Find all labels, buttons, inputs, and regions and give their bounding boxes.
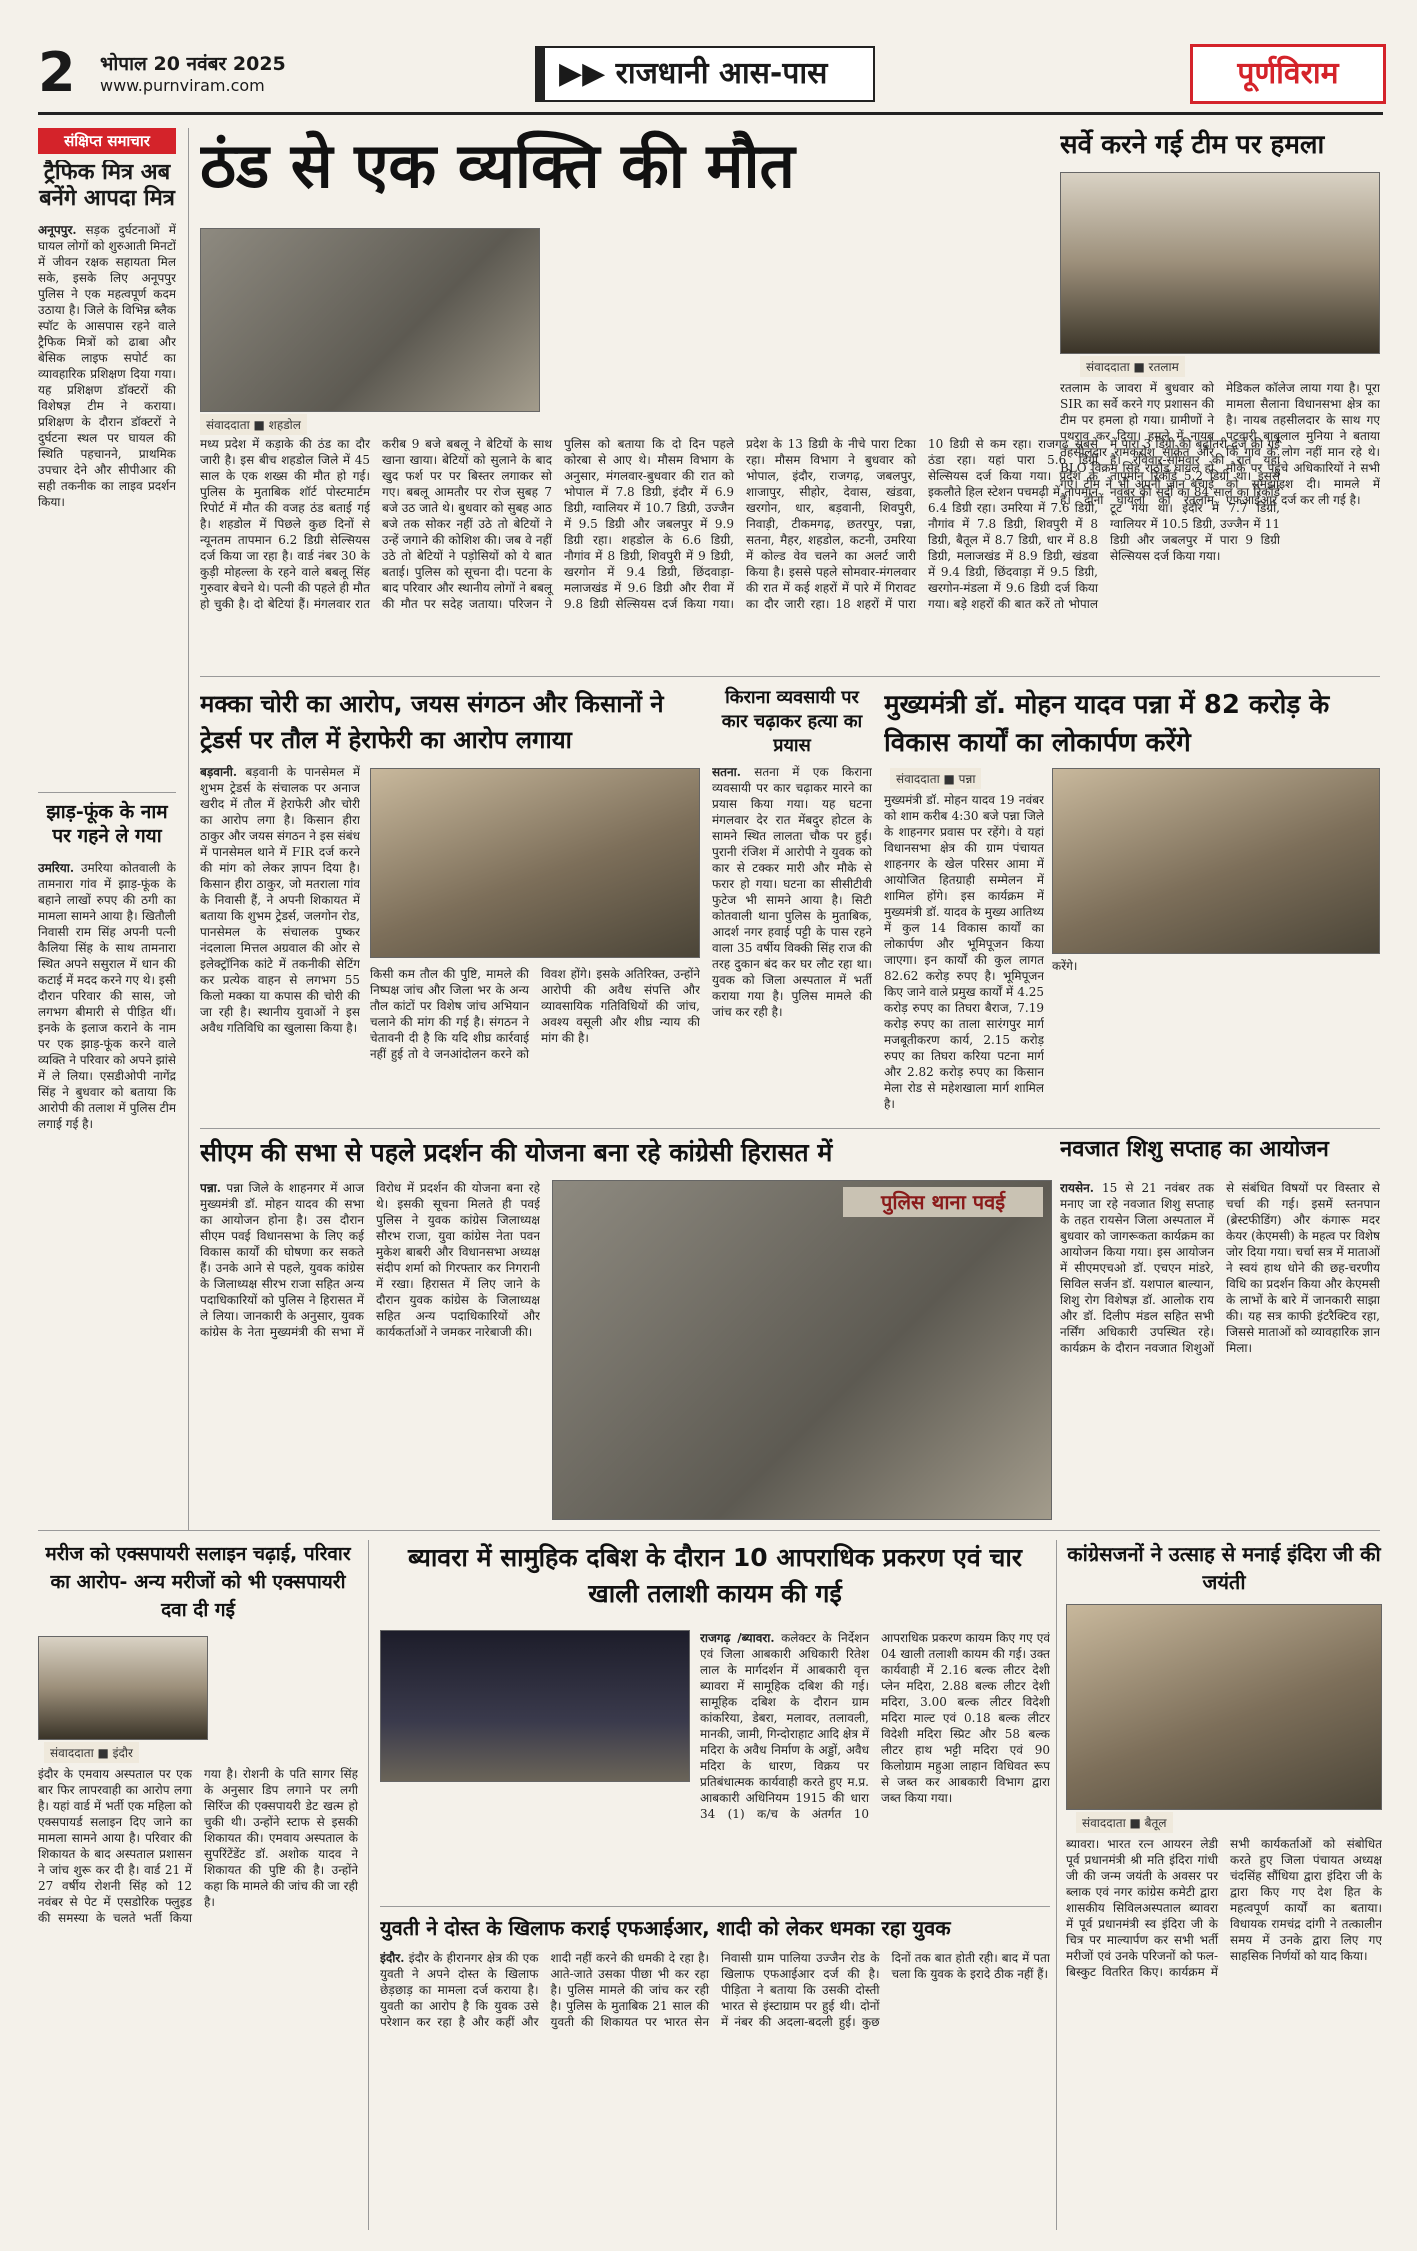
cm-story-body: मुख्यमंत्री डॉ. मोहन यादव 19 नवंबर को शाम करीब 4:30 बजे पन्ना जिले के शाहनगर प्रवास पर रहेंगे। वे यहां विधानसभा क्षेत्र की ग्राम पंचायत शाहनगर के खेल परिसर आमा में आयोजित हितग्राही सम्मेलन में शामिल होंगे। इस कार्यक्रम में मुख्यमंत्री डॉ. यादव के मुख्य आतिथ्य में कुल 14 विकास कार्यों का लोकार्पण और भूमिपूजन किया जाएगा। इन कार्यों की कुल लागत 82.62 करोड़ रुपए है। भूमिपूजन किए जाने वाले प्रमुख कार्यों में 4.25 करोड़ रुपए का तिघरा बैराज, 7.19 करोड़ रुपए का ताला सारंगपुर मार्ग मजबूतीकरण कार्य, 2.15 करोड़ रुपए का तिघरा करिया पटना मार्ग और 2.82 करोड़ रुपए का किसान मेला रोड से महेशखाला मार्ग शामिल है। [884, 793, 1044, 1111]
shop-story-body [200, 764, 360, 1120]
lead-story-body: मध्य प्रदेश में कड़ाके की ठंड का दौर जारी है। इस बीच शहडोल जिले में 45 साल के एक शख्स की मौत हो गई। पुलिस के मुताबिक शॉर्ट पोस्टमार्टम रिपोर्ट में मौत की वजह ठंड बताई गई है। शहडोल में पिछले कुछ दिनों से न्यूनतम तापमान 6.2 डिग्री सेल्सियस दर्ज किया जा रहा है। वार्ड नंबर 30 के कुड़ी मोहल्ला के रहने वाले बबलू सिंह गुरुवार बेचने थे। पत्नी की पहले ही मौत हो चुकी है। दो बेटियां हैं। मंगलवार रात करीब 9 बजे बबलू ने बेटियों के साथ खाना खाया। बेटियों को सुलाने के बाद खुद फर्श पर पर बिस्तर लगाकर सो गए। बबलू आमतौर पर रोज सुबह 7 बजे उठ जाते थे। बुधवार को सुबह आठ बजे तक सोकर नहीं उठे तो बेटियों ने उन्हें जगाने की कोशिश की। जब वे नहीं उठे तो बेटियों ने पड़ोसियों को ये बात बताई। पुलिस को सूचना दी। पटना के बाद परिवार और स्थानीय लोगों ने बबलू की मौत पर सदेह जताया। परिजन ने पुलिस को बताया कि दो दिन पहले कोरबा से आए थे। मौसम विभाग के अनुसार, मंगलवार-बुधवार की रात को भोपाल में 7.8 डिग्री, इंदौर में 6.9 डिग्री, ग्वालियर में 10.7 डिग्री, उज्जैन में 9.5 डिग्री और जबलपुर में 9.9 डिग्री रहा। शहडोल के 6.6 डिग्री, नौगांव में 8 डिग्री, शिवपुरी में 9 डिग्री, खरगोन में 9.4 डिग्री, छिंदवाड़ा-मलाजखंड में 9.6 डिग्री और रीवा में 9.8 डिग्री सेल्सियस दर्ज किया गया। प्रदेश के 13 डिग्री के नीचे पारा टिका रहा। मौसम विभाग ने बुधवार को भोपाल, इंदौर, राजगढ़, जबलपुर, शाजापुर, सीहोर, देवास, खंडवा, खरगोन, धार, बड़वानी, शिवपुरी, निवाड़ी, टीकमगढ़, छतरपुर, पन्ना, सतना, मैहर, शहडोल, कटनी, उमरिया में कोल्ड वेव चलने का अलर्ट जारी किया है। इससे पहले सोमवार-मंगलवार की रात में कई शहरों में पारे में गिरावट का दौर जारी रहा। 18 शहरों में पारा 10 डिग्री से कम रहा। राजगढ़ सबसे ठंडा रहा। यहां पारा 5.6 डिग्री सेल्सियस दर्ज किया गया। प्रदेश के इकलौते हिल स्टेशन पचमढ़ी में तापमान 6.4 डिग्री रहा। उमरिया में 7.6 डिग्री, नौगांव में 7.8 डिग्री, शिवपुरी में 8 डिग्री, बैतूल में 8.7 डिग्री, धार में 8.8 डिग्री, मलाजखंड में 8.9 डिग्री, खंडवा में 9.4 डिग्री, छिंदवाड़ा में 9.5 डिग्री, खरगोन-मंडला में 9.6 डिग्री दर्ज किया गया। बड़े शहरों की बात करें तो भोपाल में पारा 3 डिग्री की बढ़ोतरी दर्ज की गई है। रविवार-सोमवार की रात यहां तापमान रिकॉर्ड 5.2 डिग्री था। इससे नवंबर की सर्दी का 84 साल का रिकॉर्ड टूट गया था। इंदौर में 7.7 डिग्री, ग्वालियर में 10.5 डिग्री, उज्जैन में 11 डिग्री और जबलपुर में पारा 9 डिग्री सेल्सियस दर्ज किया गया। [200, 437, 1280, 611]
shop-headline: मक्का चोरी का आरोप, जयस संगठन और किसानों ने ट्रेडर्स पर तौल में हेराफेरी का आरोप लगाया [200, 690, 664, 754]
newborn-story-body [1060, 1180, 1380, 1520]
byawara-story-text: कलेक्टर के निर्देशन एवं जिला आबकारी अधिकारी रितेश लाल के मार्गदर्शन में आबकारी वृत्त ब्यावरा में सामूहिक दबिश की गई। सामूहिक दबिश के दौरान ग्राम कांकरिया, डेबरा, मलावर, तलावली, मानकी, जामी, गिन्दोराहाट आदि क्षेत्र में मदिरा के अवैध निर्माण के अड्डों, अवैध मदिरा के धारण, विक्रय पर प्रतिबंधात्मक कार्यवाही करते हुए म.प्र. आबकारी अधिनियम 1915 की धारा 34 (1) क/च के अंतर्गत 10 आपराधिक प्रकरण कायम किए गए एवं 04 खाली तलाशी कायम की गई। उक्त कार्यवाही में 2.16 बल्क लीटर देशी प्लेन मदिरा, 2.88 बल्क लीटर देशी मदिरा, 3.00 बल्क लीटर विदेशी मदिरा माल्ट एवं 0.18 बल्क लीटर विदेशी मदिरा स्प्रिट और 58 बल्क लीटर हाथ भट्टी मदिरा एवं 90 किलोग्राम महुआ लाहान विधिवत रूप से जब्त कर आबकारी विभाग द्वारा जब्त किया गया। [700, 1631, 1050, 1821]
sidebar-story-body [38, 222, 176, 782]
section-title [535, 46, 875, 102]
patient-headline: मरीज को एक्सपायरी सलाइन चढ़ाई, परिवार का आरोप- अन्य मरीजों को भी एक्सपायरी दवा दी गई [45, 1543, 351, 1621]
row-divider-3 [38, 1530, 1380, 1531]
indira-credit: संवाददाता ■ बैतूल [1076, 1812, 1173, 1833]
patient-photo [38, 1636, 208, 1740]
sidebar-dateline: अनूपपुर. [38, 223, 77, 237]
survey-story-body: रतलाम के जावरा में बुधवार को SIR का सर्वे करने गए प्रशासन की टीम पर हमला हो गया। ग्रामीणों ने पथराव कर दिया। हमले में नायब तहसीलदार रामकरोश साकेत और BLO विक्रम सिंह राठौड़ घायल हो गए। टीम ने भी अपनी जान बचाई है। दोनों घायलों को रतलाम मेडिकल कॉलेज लाया गया है। पूरा मामला सैलाना विधानसभा क्षेत्र का है। नायब तहसीलदार के साथ गए पटवारी बाबूलाल मुनिया ने बताया कि गांव के लोग नहीं मान रहे थे। मौके पर पहुंचे अधिकारियों ने सभी को समझाइश दी। मामले में एफआईआर दर्ज कर ली गई है। [1060, 381, 1380, 507]
fir-story-text: इंदौर के हीरानगर क्षेत्र की एक युवती ने अपने दोस्त के खिलाफ छेड़छाड़ का मामला दर्ज कराया है। युवती का आरोप है कि युवक उसे परेशान कर रहा है और कहीं और शादी नहीं करने की धमकी दे रहा है। आते-जाते उसका पीछा भी कर रहा है। पुलिस मामले की जांच कर रही है। पुलिस के मुताबिक 21 साल की युवती की शिकायत पर भारत सेन निवासी ग्राम पालिया उज्जैन रोड के खिलाफ एफआईआर दर्ज की है। पीड़िता ने बताया कि उसकी दोस्ती भारत से इंस्टाग्राम पर हुई थी। दोनों में नंबर की अदला-बदली हुई। कुछ दिनों तक बात होती रही। बाद में पता चला कि युवक के इरादे ठीक नहीं हैं। [380, 1951, 1050, 2029]
sidebar-story-2-body [38, 860, 176, 1520]
patient-credit: संवाददाता ■ इंदौर [44, 1742, 139, 1763]
congress-dateline: पन्ना. [200, 1181, 221, 1195]
survey-credit: संवाददाता ■ रतलाम [1080, 356, 1185, 377]
kirana-dateline: सतना. [712, 765, 741, 779]
indira-headline: कांग्रेसजनों ने उत्साह से मनाई इंदिरा जी की जयंती [1067, 1542, 1381, 1594]
congress-headline: सीएम की सभा से पहले प्रदर्शन की योजना बना रहे कांग्रेसी हिरासत में [200, 1138, 833, 1167]
edition-date: भोपाल 20 नवंबर 2025 [100, 53, 286, 75]
cm-credit: संवाददाता ■ पन्ना [890, 768, 981, 789]
fir-headline: युवती ने दोस्त के खिलाफ कराई एफआईआर, शादी को लेकर धमका रहा युवक [380, 1916, 951, 1940]
fir-dateline: इंदौर. [380, 1951, 405, 1965]
cm-photo [1052, 768, 1380, 954]
lead-credit: संवाददाता ■ शहडोल [200, 414, 307, 435]
shop-story-body-b: किसी कम तौल की पुष्टि, मामले की निष्पक्ष जांच और जिला भर के अन्य तौल कांटों पर विशेष जांच अभियान चलाने की मांग की गई है। संगठन ने चेतावनी दी है कि यदि शीघ्र कार्रवाई नहीं हुई तो वे जनआंदोलन करने को विवश होंगे। इसके अतिरिक्त, उन्होंने आरोपी की अवैध संपत्ति और व्यावसायिक गतिविधियों की जांच, अवश्य वसूली और शीघ्र न्याय की मांग की है। [370, 967, 700, 1061]
kirana-story-body [712, 764, 872, 1120]
column-rule-2 [368, 1540, 369, 2230]
kirana-story-text: सतना में एक किराना व्यवसायी पर कार चढ़ाकर मारने का प्रयास किया गया। यह घटना मंगलवार देर रात मेंबदुर होटल के सामने स्थित लालता चौक पर हुई। पुरानी रंजिश में आरोपी ने युवक को कार से टक्कर मारी और मौके से फरार हो गया। घटना का सीसीटीवी फुटेज भी सामने आया है। सिटी कोतवाली थाना पुलिस के मुताबिक, आदर्श नगर हवाई पट्टी के पास रहने वाला 35 वर्षीय विक्की सिंह राज की तरह दुकान बंद कर घर लौट रहा था। युवक को जिला अस्पताल में भर्ती कराया गया है। पुलिस मामले की जांच कर रही है। [712, 765, 872, 1019]
police-station-sign: पुलिस थाना पवई [843, 1187, 1043, 1217]
shop-story-text: बड़वानी के पानसेमल में शुभम ट्रेडर्स के संचालक पर अनाज खरीद में तौल में हेराफेरी और चोरी का आरोप लगा है। किसान हीरा ठाकुर और जयस संगठन ने इस संबंध में पानसेमल थाने में FIR दर्ज करने की मांग को लेकर ज्ञापन दिया है। किसान हीरा ठाकुर, जो मतराला गांव के निवासी हैं, ने अपनी शिकायत में बताया कि शुभम ट्रेडर्स, जलगोन रोड, पानसेमल के संचालक पुष्कर नंदलाला मित्तल अग्रवाल की ओर से इलेक्ट्रॉनिक कांटे में तकनीकी सेटिंग कर प्रत्येक वाहन से लगभग 55 किलो मक्का या कपास की चोरी की जा रही है। स्थानीय युवाओं ने इस अवैध गतिविधि का खुलासा किया है। [200, 765, 360, 1035]
byawara-dateline: राजगढ़ /ब्यावरा. [700, 1631, 775, 1645]
newborn-story-text: 15 से 21 नवंबर तक मनाए जा रहे नवजात शिशु सप्ताह के तहत रायसेन जिला अस्पताल में बुधवार को जागरूकता कार्यक्रम का आयोजन किया गया। इस आयोजन में सीएमएचओ डॉ. एचएन मांडरे, सिविल सर्जन डॉ. यशपाल बाल्यान, शिशु रोग विशेषज्ञ डॉ. आलोक राय और डॉ. दिलीप मंडल सहित सभी नर्सिंग अधिकारी उपस्थित रहे। कार्यक्रम के दौरान नवजात शिशुओं से संबंधित विषयों पर विस्तार से चर्चा की गई। इसमें स्तनपान (ब्रेस्टफीडिंग) और कंगारू मदर केयर (केएमसी) के महत्व पर विशेष जोर दिया गया। चर्चा सत्र में माताओं ने स्वयं हाथ धोने की छह-चरणीय विधि का प्रदर्शन किया और केएमसी के लाभों के बारे में जानकारी साझा की। यह सत्र काफी इंटरैक्टिव रहा, जिससे माताओं को व्यावहारिक ज्ञान मिला। [1060, 1181, 1380, 1355]
page-number: 2 [38, 42, 76, 104]
indira-story-body: ब्यावरा। भारत रत्न आयरन लेडी पूर्व प्रधानमंत्री श्री मति इंदिरा गांधी जी की जन्म जयंती के अवसर पर ब्लाक एवं नगर कांग्रेस कमेटी द्वारा शासकीय सिविलअस्पताल ब्यावरा में पूर्व प्रधानमंत्री स्व इंदिरा जी के चित्र पर माल्यार्पण कर सभी भर्ती मरीजों एवं उनके परिजनों को फल-बिस्कुट वितरित किए। कार्यक्रम में सभी कार्यकर्ताओं को संबोधित करते हुए जिला पंचायत अध्यक्ष चंदसिंह सौंधिया द्वारा इंदिरा जी के द्वारा किए गए देश हित के महत्वपूर्ण कार्यों का बताया। विधायक रामचंद्र दांगी ने तत्कालीन समय में उनके द्वारा लिए गए साहसिक निर्णयों को याद किया। [1066, 1837, 1382, 1979]
lead-photo [200, 228, 540, 412]
column-rule-3 [1056, 1540, 1057, 2230]
sidebar-tag: संक्षिप्त समाचार [38, 128, 176, 154]
row-divider [200, 676, 1380, 677]
sidebar-divider [38, 792, 176, 793]
survey-headline: सर्वे करने गई टीम पर हमला [1060, 130, 1325, 160]
sidebar-dateline-2: उमरिया. [38, 861, 75, 875]
congress-story-text: पन्ना जिले के शाहनगर में आज मुख्यमंत्री डॉ. मोहन यादव की सभा का आयोजन होना है। उस दौरान सीएम पवई विधानसभा के लिए कई विकास कार्यों की घोषणा कर सकते हैं। उनके आने से पहले, युवक कांग्रेस के जिलाध्यक्ष सीरभ राजा सहित अन्य पदाधिकारियों को पुलिस ने हिरासत में ले लिया। जानकारी के अनुसार, युवक कांग्रेस के नेता मुख्यमंत्री की सभा में विरोध में प्रदर्शन की योजना बना रहे थे। इसकी सूचना मिलते ही पवई पुलिस ने युवक कांग्रेस जिलाध्यक्ष सौरभ राजा, युवा कांग्रेस नेता पवन मुकेश बाबरी और विधानसभा अध्यक्ष संदीप शर्मा को गिरफ्तार कर निगरानी में रखा। हिरासत में लिए जाने के दौरान युवक कांग्रेस के जिलाध्यक्ष सहित अन्य पदाधिकारियों और कार्यकर्ताओं ने जमकर नारेबाजी की। [200, 1181, 540, 1339]
sidebar-story-2-text: उमरिया कोतवाली के तामनारा गांव में झाड़-फूंक के बहाने लाखों रुपए की ठगी का मामला सामने आया है। खितौली निवासी राम सिंह अपनी पत्नी कैलिया सिंह के साथ तामनारा स्थित अपने ससुराल में धान की कटाई में मदद करने गए थे। इसी दौरान परिवार की सास, जो लगभग बीमारी से पीड़ित थीं। इनके के इलाज कराने के नाम पर एक झाड़-फूंक करने वाले व्यक्ति ने परिवार को अपने झांसे में ले लिया। एसडीओपी नागेंद्र सिंह ने बुधवार को बताया कि आरोपी की तलाश में पुलिस टीम लगाई गई है। [38, 861, 176, 1131]
congress-photo [552, 1180, 1052, 1520]
survey-photo [1060, 172, 1380, 354]
column-rule [188, 128, 189, 1530]
kirana-headline: किराना व्यवसायी पर कार चढ़ाकर हत्या का प्रयास [721, 687, 863, 756]
cm-headline: मुख्यमंत्री डॉ. मोहन यादव पन्ना में 82 करोड़ के विकास कार्यों का लोकार्पण करेंगे [884, 690, 1330, 758]
congress-story-body [200, 1180, 540, 1520]
indira-photo [1066, 1604, 1382, 1810]
sidebar-story-text: सड़क दुर्घटनाओं में घायल लोगों को शुरुआती मिनटों में जीवन रक्षक सहायता मिल सके, इसके लिए अनूपपुर पुलिस ने एक महत्वपूर्ण कदम उठाया है। जिले के विभिन्न ब्लैक स्पॉट के आसपास रहने वाले ट्रैफिक मित्रों को ढाबा और बेसिक लाइफ सपोर्ट का व्यावहारिक प्रशिक्षण दिया गया। यह प्रशिक्षण डॉक्टरों की विशेषज्ञ टीम ने कराया। प्रशिक्षण के दौरान डॉक्टरों ने दुर्घटना स्थल पर घायल की स्थिति पहचानने, प्राथमिक उपचार देने और सीपीआर की सही तकनीक का लाइव प्रदर्शन किया। [38, 223, 176, 509]
fir-story-body [380, 1950, 1050, 2228]
sidebar-headline-2: झाड़-फूंक के नाम पर गहने ले गया [46, 801, 168, 847]
arrow-icon: ▶▶ [559, 56, 616, 91]
sidebar-headline: ट्रैफिक मित्र अब बनेंगे आपदा मित्र [39, 160, 175, 211]
row-divider-4 [380, 1906, 1050, 1907]
cm-caption: करेंगे। [1052, 959, 1078, 973]
newborn-dateline: रायसेन. [1060, 1181, 1094, 1195]
byawara-photo [380, 1630, 690, 1782]
brand-logo: पूर्णविराम [1190, 44, 1386, 104]
byawara-story-body [700, 1630, 1050, 1900]
website-link[interactable]: www.purnviram.com [100, 76, 265, 95]
newborn-headline: नवजात शिशु सप्ताह का आयोजन [1060, 1137, 1329, 1162]
shop-dateline: बड़वानी. [200, 765, 237, 779]
section-label: राजधानी आस-पास [615, 56, 828, 91]
masthead-rule [38, 112, 1383, 115]
byawara-headline: ब्यावरा में सामुहिक दबिश के दौरान 10 आपराधिक प्रकरण एवं चार खाली तलाशी कायम की गई [407, 1543, 1023, 1608]
patient-story-body: इंदौर के एमवाय अस्पताल पर एक बार फिर लापरवाही का आरोप लगा है। यहां वार्ड में भर्ती एक महिला को एक्सपायर्ड सलाइन दिए जाने का मामला सामने आया है। परिवार की शिकायत के बाद अस्पताल प्रशासन ने जांच शुरू कर दी है। वार्ड 21 में 27 वर्षीय रोशनी सिंह को 12 नवंबर से पेट में एसडोरिक फ्लुइड की समस्या के चलते भर्ती किया गया है। रोशनी के पति सागर सिंह के अनुसार डिप लगाने पर लगी सिरिंज की एक्सपायरी डेट खत्म हो चुकी थी। उन्होंने स्टाफ से इसकी शिकायत की। एमवाय अस्पताल के सुपरिंटेंडेंट डॉ. अशोक यादव ने शिकायत की पुष्टि की है। उन्होंने कहा कि मामले की जांच की जा रही है। [38, 1767, 358, 1925]
shop-photo [370, 768, 700, 958]
row-divider-2 [200, 1128, 1380, 1129]
lead-headline: ठंड से एक व्यक्ति की मौत [200, 129, 795, 202]
